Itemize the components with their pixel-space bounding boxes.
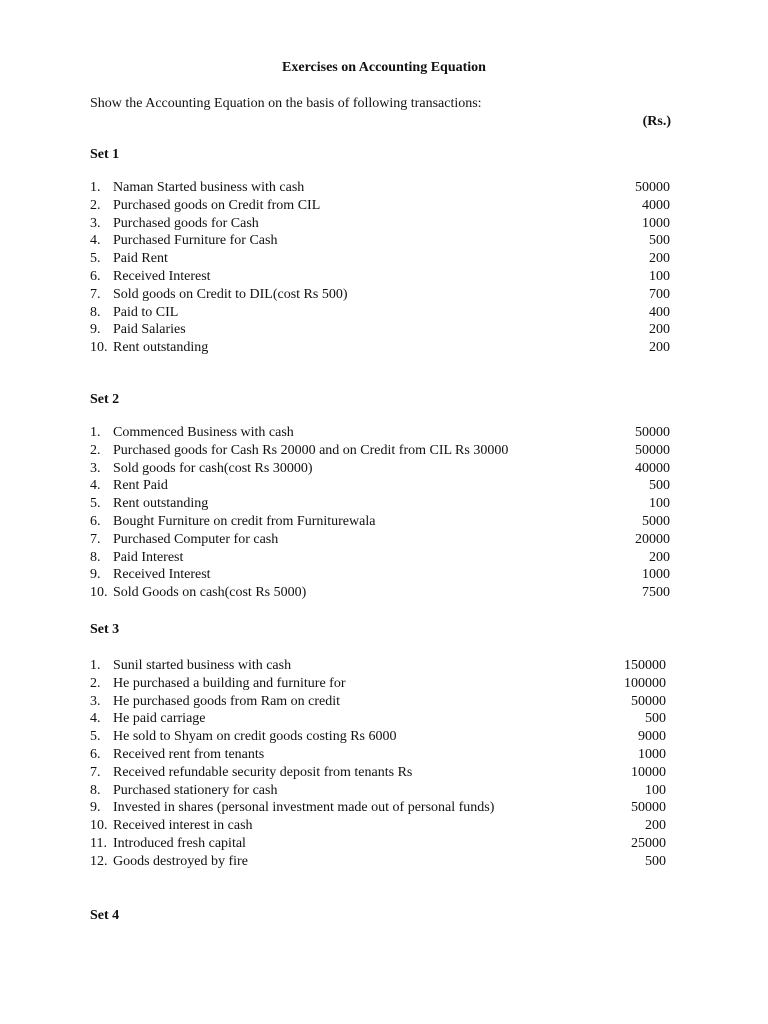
transaction-number: 4.	[90, 478, 101, 494]
transaction-description: Sold Goods on cash(cost Rs 5000)	[113, 585, 307, 601]
transaction-number: 9.	[90, 567, 101, 583]
transaction-number: 3.	[90, 693, 101, 709]
transaction-number: 12.	[90, 853, 108, 869]
transaction-number: 6.	[90, 268, 101, 284]
transaction-description: Purchased goods on Credit from CIL	[113, 197, 321, 213]
transaction-description: Rent outstanding	[113, 340, 209, 356]
transaction-number: 1.	[90, 180, 101, 195]
transaction-amount: 50000	[635, 180, 670, 195]
transaction-row	[90, 268, 690, 286]
transaction-number: 10.	[90, 818, 108, 834]
transaction-number: 11.	[90, 835, 107, 851]
transaction-row	[90, 728, 690, 746]
transaction-number: 9.	[90, 800, 101, 816]
transaction-description: Naman Started business with cash	[113, 180, 305, 195]
transaction-row	[90, 495, 690, 513]
transaction-description: Paid to CIL	[113, 304, 179, 320]
document-title: Exercises on Accounting Equation	[282, 60, 486, 75]
transaction-row	[90, 657, 690, 675]
transaction-amount: 25000	[631, 835, 666, 851]
set-2-transaction-list	[90, 424, 690, 602]
transaction-amount: 9000	[638, 729, 666, 745]
transaction-amount: 1000	[638, 746, 666, 762]
transaction-description: Purchased goods for Cash Rs 20000 and on Credit from CIL Rs 30000	[113, 442, 509, 458]
transaction-amount: 50000	[635, 442, 670, 458]
transaction-amount: 100	[649, 268, 670, 284]
transaction-number: 2.	[90, 197, 101, 213]
transaction-row	[90, 675, 690, 693]
currency-unit-label: (Rs.)	[642, 114, 671, 129]
transaction-row	[90, 232, 690, 250]
transaction-amount: 150000	[624, 658, 666, 673]
transaction-description: Received Interest	[113, 567, 211, 583]
transaction-row	[90, 250, 690, 268]
transaction-description: Commenced Business with cash	[113, 425, 294, 440]
transaction-row	[90, 286, 690, 304]
transaction-amount: 100	[645, 782, 666, 798]
transaction-amount: 100	[649, 496, 670, 512]
transaction-row	[90, 215, 690, 233]
transaction-number: 6.	[90, 513, 101, 529]
transaction-amount: 700	[649, 286, 670, 302]
transaction-amount: 4000	[642, 197, 670, 213]
transaction-amount: 50000	[631, 693, 666, 709]
transaction-description: Sold goods for cash(cost Rs 30000)	[113, 460, 313, 476]
transaction-number: 5.	[90, 251, 101, 267]
transaction-description: Rent outstanding	[113, 496, 209, 512]
transaction-amount: 500	[645, 711, 666, 727]
transaction-description: Sunil started business with cash	[113, 658, 292, 673]
set-3-heading: Set 3	[90, 622, 120, 637]
transaction-row	[90, 460, 690, 478]
transaction-number: 3.	[90, 460, 101, 476]
transaction-number: 5.	[90, 729, 101, 745]
transaction-description: Received rent from tenants	[113, 746, 265, 762]
transaction-number: 4.	[90, 711, 101, 727]
transaction-description: Paid Salaries	[113, 322, 186, 338]
transaction-amount: 100000	[624, 675, 666, 691]
transaction-description: He sold to Shyam on credit goods costing Rs 6000	[113, 729, 397, 745]
transaction-number: 7.	[90, 531, 101, 547]
transaction-row	[90, 179, 690, 197]
transaction-amount: 5000	[642, 513, 670, 529]
transaction-row	[90, 566, 690, 584]
transaction-number: 8.	[90, 304, 101, 320]
transaction-description: Received interest in cash	[113, 818, 253, 834]
set-4-heading: Set 4	[90, 908, 120, 923]
transaction-description: Invested in shares (personal investment made out of personal funds)	[113, 800, 495, 816]
transaction-description: Purchased stationery for cash	[113, 782, 278, 798]
transaction-number: 2.	[90, 675, 101, 691]
transaction-number: 7.	[90, 286, 101, 302]
transaction-row	[90, 424, 690, 442]
transaction-amount: 20000	[635, 531, 670, 547]
transaction-description: Purchased Computer for cash	[113, 531, 279, 547]
transaction-row	[90, 477, 690, 495]
transaction-row	[90, 584, 690, 602]
transaction-row	[90, 835, 690, 853]
transaction-number: 1.	[90, 658, 101, 673]
instructions-text: Show the Accounting Equation on the basis of following transactions:	[90, 96, 482, 111]
transaction-number: 3.	[90, 215, 101, 231]
transaction-number: 1.	[90, 425, 101, 440]
transaction-row	[90, 549, 690, 567]
transaction-number: 4.	[90, 233, 101, 249]
transaction-amount: 200	[649, 251, 670, 267]
transaction-row	[90, 304, 690, 322]
transaction-row	[90, 321, 690, 339]
transaction-amount: 1000	[642, 215, 670, 231]
transaction-number: 5.	[90, 496, 101, 512]
transaction-row	[90, 799, 690, 817]
transaction-number: 7.	[90, 764, 101, 780]
transaction-number: 2.	[90, 442, 101, 458]
transaction-row	[90, 531, 690, 549]
transaction-amount: 50000	[631, 800, 666, 816]
transaction-row	[90, 197, 690, 215]
transaction-number: 8.	[90, 549, 101, 565]
set-1-transaction-list	[90, 179, 690, 357]
transaction-description: Sold goods on Credit to DIL(cost Rs 500)	[113, 286, 348, 302]
transaction-number: 10.	[90, 585, 108, 601]
transaction-amount: 200	[649, 549, 670, 565]
transaction-row	[90, 746, 690, 764]
transaction-amount: 500	[645, 853, 666, 869]
transaction-description: He purchased goods from Ram on credit	[113, 693, 341, 709]
transaction-row	[90, 693, 690, 711]
transaction-amount: 500	[649, 478, 670, 494]
transaction-row	[90, 782, 690, 800]
transaction-description: Received refundable security deposit from tenants Rs	[113, 764, 413, 780]
set-2-heading: Set 2	[90, 392, 120, 407]
transaction-amount: 1000	[642, 567, 670, 583]
transaction-description: Goods destroyed by fire	[113, 853, 248, 869]
transaction-number: 6.	[90, 746, 101, 762]
transaction-row	[90, 339, 690, 357]
transaction-row	[90, 442, 690, 460]
transaction-description: Paid Interest	[113, 549, 184, 565]
transaction-amount: 400	[649, 304, 670, 320]
transaction-description: Bought Furniture on credit from Furniturewala	[113, 513, 376, 529]
transaction-description: Paid Rent	[113, 251, 168, 267]
transaction-number: 9.	[90, 322, 101, 338]
transaction-amount: 40000	[635, 460, 670, 476]
transaction-number: 10.	[90, 340, 108, 356]
set-3-transaction-list	[90, 657, 690, 871]
transaction-amount: 10000	[631, 764, 666, 780]
transaction-number: 8.	[90, 782, 101, 798]
transaction-description: Introduced fresh capital	[113, 835, 246, 851]
transaction-row	[90, 710, 690, 728]
transaction-description: Rent Paid	[113, 478, 168, 494]
transaction-row	[90, 853, 690, 871]
transaction-amount: 200	[649, 322, 670, 338]
transaction-amount: 500	[649, 233, 670, 249]
transaction-amount: 200	[649, 340, 670, 356]
transaction-description: Received Interest	[113, 268, 211, 284]
transaction-description: Purchased goods for Cash	[113, 215, 259, 231]
transaction-description: Purchased Furniture for Cash	[113, 233, 278, 249]
transaction-row	[90, 764, 690, 782]
transaction-row	[90, 817, 690, 835]
transaction-row	[90, 513, 690, 531]
transaction-amount: 200	[645, 818, 666, 834]
transaction-description: He paid carriage	[113, 711, 206, 727]
transaction-amount: 50000	[635, 425, 670, 440]
set-1-heading: Set 1	[90, 147, 120, 162]
transaction-description: He purchased a building and furniture for	[113, 675, 346, 691]
transaction-amount: 7500	[642, 585, 670, 601]
